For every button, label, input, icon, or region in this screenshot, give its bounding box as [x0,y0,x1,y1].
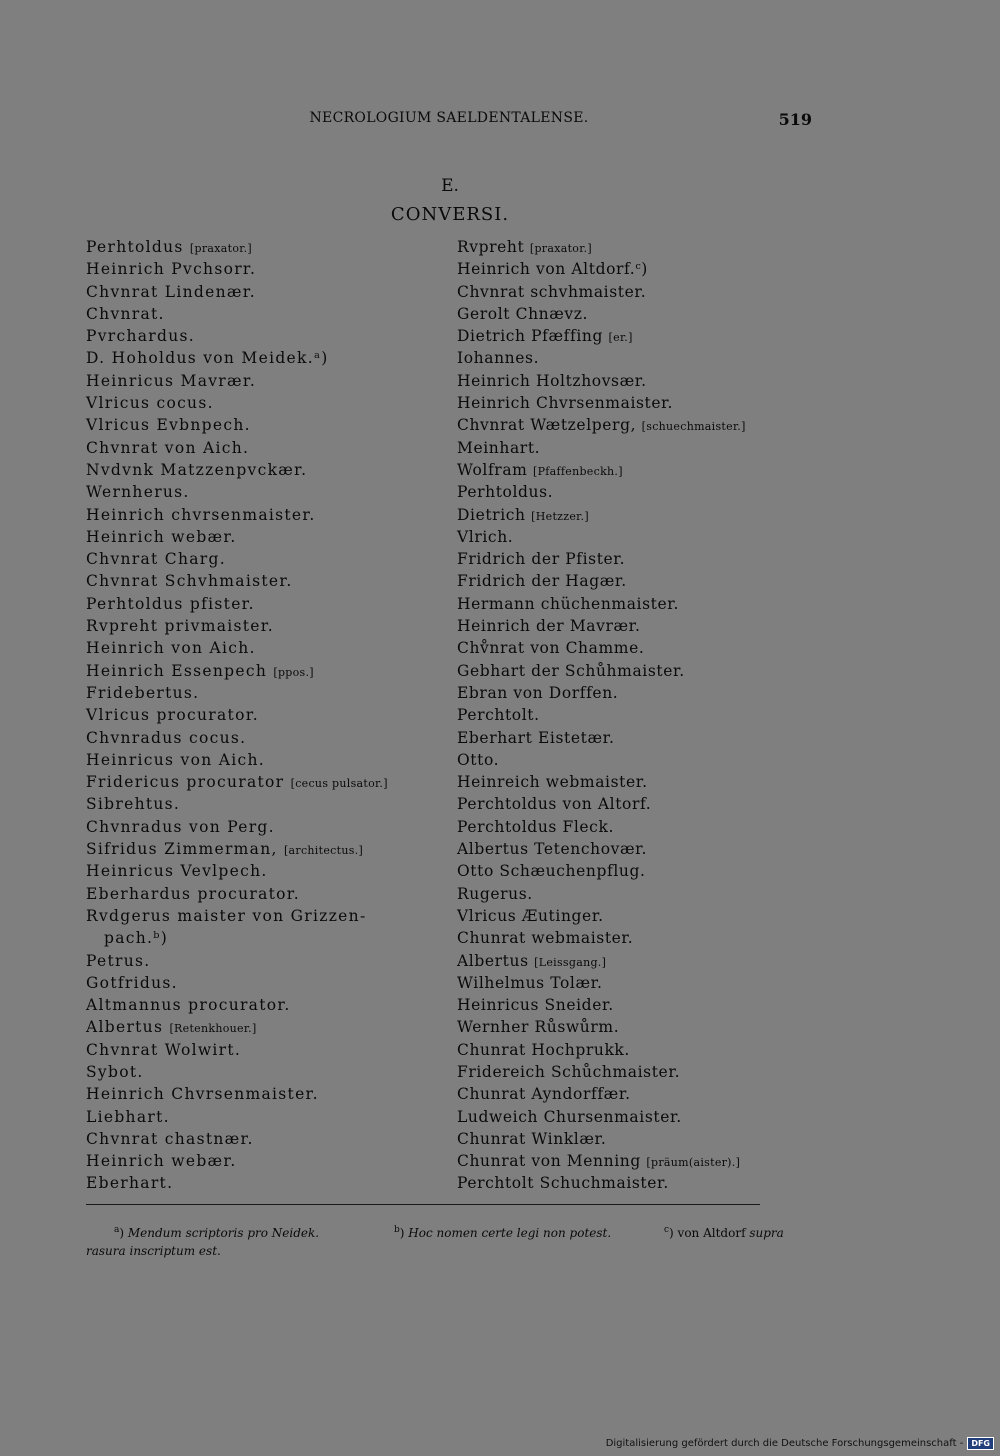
entry-note: [Hetzzer.] [531,509,589,523]
entry-name: Vlricus cocus. [86,394,214,413]
entry-name: Sifridus Zimmerman, [86,840,278,859]
entry-row [457,1061,817,1083]
entry-row [457,838,817,860]
entry-name: Heinrich Essenpech [86,661,268,680]
entry-row [457,816,817,838]
entry-name: Chvnrat. [86,304,165,323]
entry-name: Petrus. [86,951,151,970]
entry-name: Albertus [86,1018,164,1037]
right-column [457,236,817,1195]
entry-note: [praxator.] [189,242,253,255]
entry-row [86,860,431,882]
footnote-divider [86,1204,760,1205]
entry-row [86,303,431,325]
entry-row [457,1039,817,1061]
entry-name: Chvnrat Charg. [86,550,226,569]
entry-name: Chvnrat Wætzelperg, [457,416,637,435]
entry-row [457,704,817,726]
entry-name: Heinrich webær. [86,527,237,546]
entry-name: Perchtoldus von Altorf. [457,795,652,814]
entry-row [86,771,431,793]
entry-name: Fridericus procurator [86,773,285,792]
entry-name: Chvnradus von Perg. [86,817,275,836]
entry-name: Wolfram [457,460,528,479]
entry-row [86,727,431,749]
entry-row [457,637,817,659]
entry-row [457,1172,817,1194]
entry-name: Pvrchardus. [86,327,195,346]
entry-note: [präum(aister).] [646,1156,741,1170]
entry-name: Chvnrat von Aich. [86,438,250,457]
footnote-b: $^b$) Hoc nomen certe legi non potest. [394,1225,612,1240]
entry-name: Dietrich [457,505,526,524]
entry-row [457,526,817,548]
entry-row [86,281,431,303]
entry-name: Vlricus procurator. [86,706,259,725]
entry-row [86,905,431,927]
entry-row [86,1106,431,1128]
entry-row [457,994,817,1016]
entry-name: Liebhart. [86,1107,170,1126]
entry-row [86,704,431,726]
entry-note: [praxator.] [529,242,592,255]
entry-name: Rvpreht [457,238,525,256]
left-column [86,236,431,1195]
entry-name: Heinricus Sneider. [457,996,614,1015]
entry-row [86,950,431,972]
entry-row [457,437,817,459]
entry-row [457,1150,817,1172]
entry-row [86,526,431,548]
entry-name: Heinricus Mavrær. [86,371,257,390]
entry-name: Heinreich webmaister. [457,773,648,792]
entry-row [86,1061,431,1083]
footnote-c: $^c$) von Altdorf supra [664,1225,784,1240]
entry-name: Gerolt Chnævz. [457,304,589,323]
entry-name: Heinrich chvrsenmaister. [86,505,316,524]
entry-name: Perchtolt. [457,706,540,725]
entry-row [86,927,431,949]
entry-row [86,370,431,392]
entry-row [86,994,431,1016]
credit-text: Digitalisierung gefördert durch die Deutsche Forschungsgemeinschaft - [605,1438,964,1449]
entry-name: Perchtolt Schuchmaister. [457,1174,669,1193]
entry-row [457,1016,817,1038]
entry-row [457,1083,817,1105]
entry-row [86,570,431,592]
entry-row [457,414,817,436]
entry-row [457,281,817,303]
entry-row [86,682,431,704]
entry-row [86,236,431,258]
entry-name: Sibrehtus. [86,795,181,814]
digitization-credit [606,1437,994,1450]
entry-name: Meinhart. [457,438,541,457]
entry-note: [Retenkhouer.] [169,1022,257,1036]
entry-name: Vlricus Evbnpech. [86,416,251,435]
entry-name: Eberhart Eistetær. [457,728,615,747]
entry-name: Fridereich Schůchmaister. [457,1062,681,1081]
entry-row [86,1172,431,1194]
entry-row [86,793,431,815]
entry-name: Heinrich von Altdorf.ᶜ) [457,260,648,279]
entry-name: Rvpreht privmaister. [86,617,275,636]
entry-name: Chvnradus cocus. [86,728,247,747]
entry-name: Eberhart. [86,1174,174,1193]
entry-name: Perhtoldus pfister. [86,594,255,613]
entry-row [86,1128,431,1150]
entry-name: Gebhart der Schůhmaister. [457,661,685,680]
footnote-c-continuation: rasura inscriptum est. [86,1244,221,1258]
entry-name: Heinrich webær. [86,1152,237,1171]
entry-row [86,504,431,526]
entry-row [457,504,817,526]
entry-row [457,660,817,682]
entry-name: Chunrat Ayndorffær. [457,1085,631,1104]
entry-name: Rugerus. [457,884,533,903]
entry-row [457,860,817,882]
entry-name: Eberhardus procurator. [86,884,301,903]
entry-row [457,1128,817,1150]
entry-name: D. Hoholdus von Meidek.ᵃ) [86,349,329,368]
entry-row [457,1106,817,1128]
entry-row [457,459,817,481]
entry-row [457,370,817,392]
entry-row [86,883,431,905]
entry-name: Chvnrat Lindenær. [86,282,257,301]
entry-name: Heinrich der Mavrær. [457,617,641,636]
entry-name: Heinrich Chvrsenmaister. [86,1085,319,1104]
entry-name: Ludweich Chursenmaister. [457,1107,682,1126]
entry-row [86,1150,431,1172]
entry-row [457,258,817,280]
entry-row [457,793,817,815]
entry-name: Albertus Tetenchovær. [457,840,647,859]
entry-name: Heinrich Holtzhovsær. [457,371,647,390]
entry-name: Gotfridus. [86,973,178,992]
entry-row [86,1039,431,1061]
dfg-logo-icon: DFG [967,1437,994,1450]
entry-note: [er.] [608,331,633,345]
entry-name: Heinrich Chvrsenmaister. [457,394,673,413]
entry-name: Chvnrat Schvhmaister. [86,572,293,591]
entry-name: Heinrich Pvchsorr. [86,260,257,279]
entry-row [86,548,431,570]
entry-note: [architectus.] [283,844,364,858]
entry-row [457,771,817,793]
entry-name: Perhtoldus. [457,483,554,502]
entry-row [457,548,817,570]
entry-name: Chvnrat chastnær. [86,1129,254,1148]
entry-name: Rvdgerus maister von Grizzen- [86,906,367,925]
entry-row [457,682,817,704]
entry-note: [ppos.] [273,665,314,679]
entry-name: Chunrat Winklær. [457,1129,607,1148]
page-header [86,108,812,132]
entry-row [86,972,431,994]
entry-row [86,392,431,414]
entry-row [457,570,817,592]
entry-row [86,637,431,659]
entry-name: Fridrich der Pfister. [457,550,626,569]
entry-name: Chunrat webmaister. [457,929,634,948]
entry-name: Nvdvnk Matzzenpvckær. [86,460,308,479]
entry-name: Ebran von Dorffen. [457,683,619,702]
entry-name: Dietrich Pfæffing [457,327,604,346]
footnote-a: $^a$) Mendum scriptoris pro Neidek. [114,1225,320,1240]
entry-row [86,816,431,838]
entry-name: Chvnrat schvhmaister. [457,282,647,301]
entry-row [457,481,817,503]
entry-name: Chunrat von Menning [457,1152,641,1171]
entry-name: Chvnrat Wolwirt. [86,1040,242,1059]
entry-row [457,236,817,258]
entry-name: Perchtoldus Fleck. [457,817,614,836]
section-title: CONVERSI. [390,204,510,225]
entry-row [86,325,431,347]
entry-row [86,459,431,481]
page-number: 519 [778,110,812,129]
entry-row [86,660,431,682]
entry-row [457,950,817,972]
entry-name: Otto Schæuchenpflug. [457,862,646,881]
entry-note: [Pfaffenbeckh.] [533,464,623,478]
footnotes [86,1224,811,1260]
entry-name: Otto. [457,750,500,769]
entry-row [457,303,817,325]
entry-name: Hermann chüchenmaister. [457,594,680,613]
entry-row [86,437,431,459]
entry-name: Iohannes. [457,349,540,368]
entry-name: Wernher Růswůrm. [457,1018,620,1037]
running-title: NECROLOGIUM SAELDENTALENSE. [309,110,589,126]
entry-row [457,905,817,927]
entry-row [86,414,431,436]
entry-row [86,258,431,280]
entry-name: Heinricus von Aich. [86,750,265,769]
entry-note: [schuechmaister.] [641,420,746,434]
entry-name: Chunrat Hochprukk. [457,1040,630,1059]
entry-note: [cecus pulsator.] [290,777,388,791]
entry-name: Heinricus Vevlpech. [86,862,268,881]
entry-row [457,593,817,615]
entry-row [457,972,817,994]
entry-name: Altmannus procurator. [86,996,291,1015]
entry-name: Vlricus Æutinger. [457,906,604,925]
entry-name: Albertus [457,951,529,970]
entry-row [457,727,817,749]
entry-row [457,927,817,949]
entry-row [86,593,431,615]
entry-name: Heinrich von Aich. [86,639,256,658]
entry-row [86,347,431,369]
entry-row [86,615,431,637]
entry-note: [Leissgang.] [534,955,607,969]
section-letter: E. [441,176,459,196]
entry-row [457,347,817,369]
entry-name: Fridrich der Hagær. [457,572,627,591]
entry-row [457,392,817,414]
entry-row [86,838,431,860]
entry-row [457,883,817,905]
entry-row [86,1083,431,1105]
entry-name: Perhtoldus [86,238,184,256]
entry-row [86,749,431,771]
entry-row [457,615,817,637]
entry-name: Chv̊nrat von Chamme. [457,639,645,658]
entry-row [86,481,431,503]
entry-name: Wilhelmus Tolær. [457,973,603,992]
entry-name: Sybot. [86,1062,144,1081]
entry-name: pach.ᵇ) [104,929,169,948]
entry-name: Wernherus. [86,483,190,502]
entry-row [86,1016,431,1038]
entry-name: Vlrich. [457,527,514,546]
entry-name: Fridebertus. [86,683,200,702]
entry-row [457,325,817,347]
entry-row [457,749,817,771]
